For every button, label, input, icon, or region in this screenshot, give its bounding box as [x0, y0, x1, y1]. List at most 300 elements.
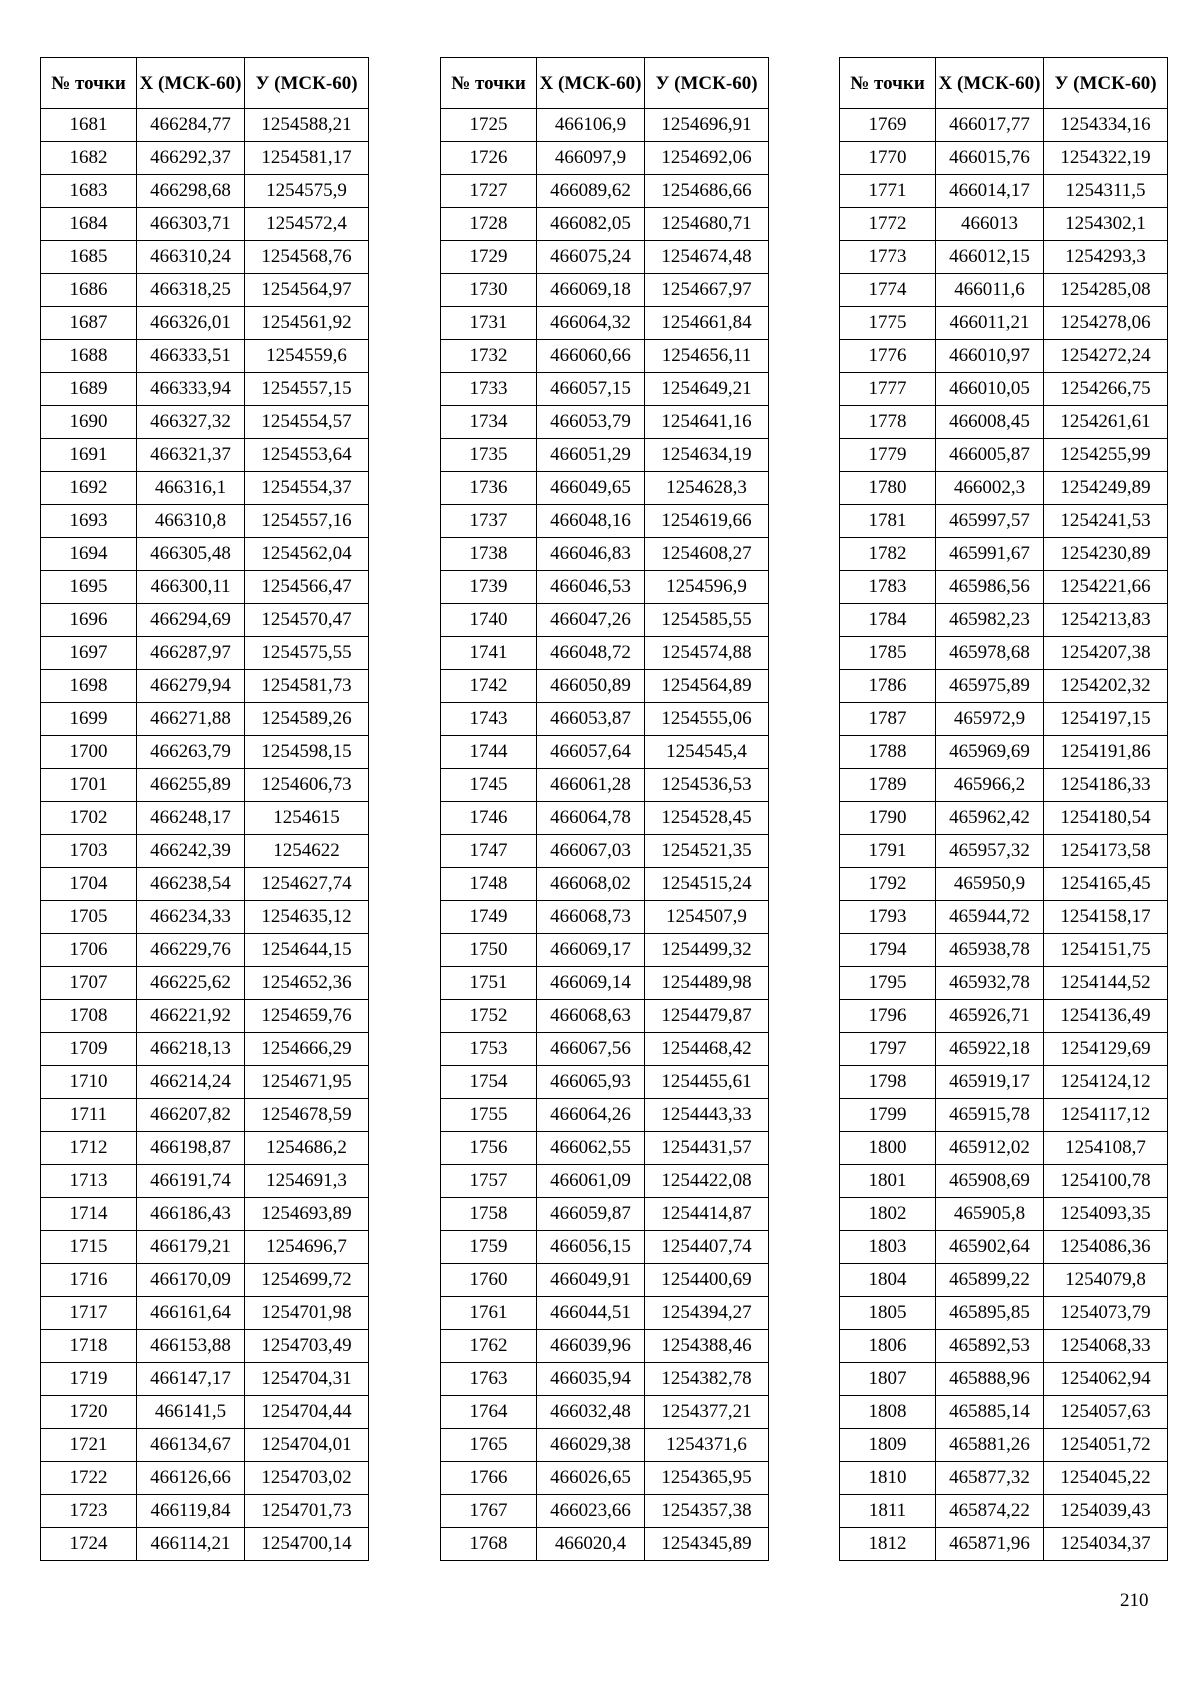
- cell-point-no: 1758: [441, 1198, 537, 1231]
- cell-point-no: 1788: [840, 736, 936, 769]
- cell-point-no: 1709: [41, 1033, 137, 1066]
- table-row: [840, 1462, 1168, 1495]
- cell-point-no: 1691: [41, 439, 137, 472]
- cell-point-no: 1746: [441, 802, 537, 835]
- cell-point-no: 1714: [41, 1198, 137, 1231]
- cell-x: 466234,33: [137, 901, 245, 934]
- cell-y: 1254703,49: [245, 1330, 369, 1363]
- cell-y: 1254180,54: [1044, 802, 1168, 835]
- cell-x: 465986,56: [936, 571, 1044, 604]
- cell-x: 466082,05: [537, 208, 645, 241]
- cell-y: 1254652,36: [245, 967, 369, 1000]
- cell-y: 1254039,43: [1044, 1495, 1168, 1528]
- cell-point-no: 1790: [840, 802, 936, 835]
- cell-y: 1254692,06: [645, 142, 769, 175]
- cell-x: 465892,53: [936, 1330, 1044, 1363]
- cell-x: 466263,79: [137, 736, 245, 769]
- cell-x: 466015,76: [936, 142, 1044, 175]
- table-row: [441, 1363, 769, 1396]
- cell-point-no: 1802: [840, 1198, 936, 1231]
- cell-x: 465938,78: [936, 934, 1044, 967]
- cell-x: 466035,94: [537, 1363, 645, 1396]
- cell-x: 466057,15: [537, 373, 645, 406]
- cell-point-no: 1809: [840, 1429, 936, 1462]
- cell-point-no: 1736: [441, 472, 537, 505]
- table-row: [41, 538, 369, 571]
- cell-y: 1254388,46: [645, 1330, 769, 1363]
- cell-point-no: 1725: [441, 109, 537, 142]
- table-row: [41, 1363, 369, 1396]
- cell-x: 466049,91: [537, 1264, 645, 1297]
- cell-x: 466026,65: [537, 1462, 645, 1495]
- cell-y: 1254345,89: [645, 1528, 769, 1561]
- cell-y: 1254696,7: [245, 1231, 369, 1264]
- cell-point-no: 1740: [441, 604, 537, 637]
- cell-point-no: 1735: [441, 439, 537, 472]
- cell-x: 466321,37: [137, 439, 245, 472]
- cell-x: 466061,09: [537, 1165, 645, 1198]
- cell-y: 1254117,12: [1044, 1099, 1168, 1132]
- cell-point-no: 1800: [840, 1132, 936, 1165]
- cell-x: 466287,97: [137, 637, 245, 670]
- table-row: [41, 307, 369, 340]
- table-row: [441, 901, 769, 934]
- cell-point-no: 1718: [41, 1330, 137, 1363]
- cell-y: 1254521,35: [645, 835, 769, 868]
- cell-y: 1254628,3: [645, 472, 769, 505]
- cell-x: 466106,9: [537, 109, 645, 142]
- cell-point-no: 1773: [840, 241, 936, 274]
- table-row: [840, 1297, 1168, 1330]
- cell-y: 1254407,74: [645, 1231, 769, 1264]
- cell-point-no: 1769: [840, 109, 936, 142]
- table-row: [41, 1528, 369, 1561]
- cell-y: 1254704,31: [245, 1363, 369, 1396]
- cell-y: 1254656,11: [645, 340, 769, 373]
- cell-y: 1254278,06: [1044, 307, 1168, 340]
- cell-point-no: 1806: [840, 1330, 936, 1363]
- table-row: [840, 802, 1168, 835]
- table-row: [41, 406, 369, 439]
- cell-x: 466002,3: [936, 472, 1044, 505]
- table-row: [840, 637, 1168, 670]
- cell-point-no: 1793: [840, 901, 936, 934]
- cell-x: 466294,69: [137, 604, 245, 637]
- table-row: [840, 703, 1168, 736]
- cell-y: 1254266,75: [1044, 373, 1168, 406]
- cell-point-no: 1759: [441, 1231, 537, 1264]
- cell-y: 1254570,47: [245, 604, 369, 637]
- cell-x: 466039,96: [537, 1330, 645, 1363]
- cell-x: 466049,65: [537, 472, 645, 505]
- cell-point-no: 1744: [441, 736, 537, 769]
- cell-y: 1254468,42: [645, 1033, 769, 1066]
- cell-point-no: 1805: [840, 1297, 936, 1330]
- table-row: [41, 934, 369, 967]
- cell-point-no: 1795: [840, 967, 936, 1000]
- cell-x: 466292,37: [137, 142, 245, 175]
- cell-y: 1254557,15: [245, 373, 369, 406]
- cell-y: 1254100,78: [1044, 1165, 1168, 1198]
- cell-x: 466069,18: [537, 274, 645, 307]
- coordinates-table-2: [440, 57, 769, 1561]
- cell-x: 466064,32: [537, 307, 645, 340]
- cell-y: 1254173,58: [1044, 835, 1168, 868]
- cell-y: 1254431,57: [645, 1132, 769, 1165]
- cell-point-no: 1699: [41, 703, 137, 736]
- header-x: X (МСК-60): [137, 58, 245, 109]
- cell-y: 1254158,17: [1044, 901, 1168, 934]
- table-row: [840, 1528, 1168, 1561]
- cell-point-no: 1738: [441, 538, 537, 571]
- cell-point-no: 1776: [840, 340, 936, 373]
- cell-x: 465881,26: [936, 1429, 1044, 1462]
- cell-point-no: 1732: [441, 340, 537, 373]
- table-row: [441, 1528, 769, 1561]
- cell-point-no: 1720: [41, 1396, 137, 1429]
- header-point-no: № точки: [41, 58, 137, 109]
- cell-x: 466298,68: [137, 175, 245, 208]
- cell-point-no: 1715: [41, 1231, 137, 1264]
- table-row: [41, 1165, 369, 1198]
- cell-y: 1254557,16: [245, 505, 369, 538]
- cell-x: 466141,5: [137, 1396, 245, 1429]
- table-row: [41, 604, 369, 637]
- cell-y: 1254564,89: [645, 670, 769, 703]
- table-row: [41, 472, 369, 505]
- cell-x: 465966,2: [936, 769, 1044, 802]
- cell-y: 1254422,08: [645, 1165, 769, 1198]
- cell-y: 1254073,79: [1044, 1297, 1168, 1330]
- cell-point-no: 1794: [840, 934, 936, 967]
- cell-x: 466114,21: [137, 1528, 245, 1561]
- cell-x: 465888,96: [936, 1363, 1044, 1396]
- cell-point-no: 1696: [41, 604, 137, 637]
- table-row: [41, 868, 369, 901]
- cell-x: 465978,68: [936, 637, 1044, 670]
- cell-y: 1254322,19: [1044, 142, 1168, 175]
- cell-y: 1254272,24: [1044, 340, 1168, 373]
- cell-y: 1254191,86: [1044, 736, 1168, 769]
- table-row: [41, 637, 369, 670]
- cell-y: 1254489,98: [645, 967, 769, 1000]
- table-row: [41, 208, 369, 241]
- cell-point-no: 1689: [41, 373, 137, 406]
- page-number: 210: [1120, 1590, 1149, 1611]
- cell-y: 1254589,26: [245, 703, 369, 736]
- table-header-row: [441, 58, 769, 109]
- cell-y: 1254581,17: [245, 142, 369, 175]
- table-row: [840, 241, 1168, 274]
- table-row: [441, 571, 769, 604]
- cell-y: 1254649,21: [645, 373, 769, 406]
- cell-y: 1254581,73: [245, 670, 369, 703]
- cell-point-no: 1782: [840, 538, 936, 571]
- table-row: [41, 1462, 369, 1495]
- table-row: [441, 472, 769, 505]
- table-row: [41, 736, 369, 769]
- cell-x: 466075,24: [537, 241, 645, 274]
- cell-y: 1254108,7: [1044, 1132, 1168, 1165]
- cell-point-no: 1727: [441, 175, 537, 208]
- cell-x: 466053,79: [537, 406, 645, 439]
- cell-y: 1254572,4: [245, 208, 369, 241]
- cell-point-no: 1700: [41, 736, 137, 769]
- table-row: [840, 868, 1168, 901]
- cell-x: 466068,73: [537, 901, 645, 934]
- cell-point-no: 1742: [441, 670, 537, 703]
- cell-x: 465997,57: [936, 505, 1044, 538]
- coordinates-table-1: [40, 57, 369, 1561]
- cell-x: 466303,71: [137, 208, 245, 241]
- cell-y: 1254704,44: [245, 1396, 369, 1429]
- cell-x: 466068,02: [537, 868, 645, 901]
- cell-y: 1254671,95: [245, 1066, 369, 1099]
- cell-y: 1254221,66: [1044, 571, 1168, 604]
- table-row: [441, 1495, 769, 1528]
- table-row: [441, 934, 769, 967]
- cell-y: 1254414,87: [645, 1198, 769, 1231]
- cell-point-no: 1789: [840, 769, 936, 802]
- cell-y: 1254704,01: [245, 1429, 369, 1462]
- cell-x: 466161,64: [137, 1297, 245, 1330]
- cell-y: 1254093,35: [1044, 1198, 1168, 1231]
- table-row: [840, 967, 1168, 1000]
- cell-y: 1254559,6: [245, 340, 369, 373]
- cell-point-no: 1693: [41, 505, 137, 538]
- table-row: [840, 1495, 1168, 1528]
- cell-y: 1254680,71: [645, 208, 769, 241]
- cell-point-no: 1737: [441, 505, 537, 538]
- cell-y: 1254528,45: [645, 802, 769, 835]
- cell-y: 1254230,89: [1044, 538, 1168, 571]
- cell-y: 1254507,9: [645, 901, 769, 934]
- cell-x: 466248,17: [137, 802, 245, 835]
- cell-point-no: 1705: [41, 901, 137, 934]
- table-row: [441, 1462, 769, 1495]
- table-row: [41, 1429, 369, 1462]
- cell-y: 1254334,16: [1044, 109, 1168, 142]
- cell-y: 1254207,38: [1044, 637, 1168, 670]
- cell-point-no: 1765: [441, 1429, 537, 1462]
- cell-x: 466147,17: [137, 1363, 245, 1396]
- table-row: [840, 1132, 1168, 1165]
- cell-y: 1254691,3: [245, 1165, 369, 1198]
- cell-x: 465905,8: [936, 1198, 1044, 1231]
- cell-x: 466065,93: [537, 1066, 645, 1099]
- cell-y: 1254667,97: [645, 274, 769, 307]
- cell-x: 466064,26: [537, 1099, 645, 1132]
- table-header-row: [41, 58, 369, 109]
- cell-point-no: 1755: [441, 1099, 537, 1132]
- cell-y: 1254693,89: [245, 1198, 369, 1231]
- cell-point-no: 1812: [840, 1528, 936, 1561]
- table-row: [441, 1198, 769, 1231]
- cell-point-no: 1792: [840, 868, 936, 901]
- table-row: [41, 1231, 369, 1264]
- cell-y: 1254574,88: [645, 637, 769, 670]
- cell-x: 465915,78: [936, 1099, 1044, 1132]
- cell-point-no: 1796: [840, 1000, 936, 1033]
- table-row: [441, 1165, 769, 1198]
- table-row: [41, 1132, 369, 1165]
- cell-point-no: 1706: [41, 934, 137, 967]
- cell-y: 1254619,66: [645, 505, 769, 538]
- cell-x: 465932,78: [936, 967, 1044, 1000]
- cell-y: 1254124,12: [1044, 1066, 1168, 1099]
- cell-x: 466333,94: [137, 373, 245, 406]
- header-point-no: № точки: [441, 58, 537, 109]
- table-row: [41, 967, 369, 1000]
- cell-x: 466064,78: [537, 802, 645, 835]
- cell-point-no: 1682: [41, 142, 137, 175]
- cell-x: 466225,62: [137, 967, 245, 1000]
- header-y: У (МСК-60): [245, 58, 369, 109]
- cell-x: 465969,69: [936, 736, 1044, 769]
- cell-point-no: 1777: [840, 373, 936, 406]
- cell-y: 1254575,9: [245, 175, 369, 208]
- cell-y: 1254285,08: [1044, 274, 1168, 307]
- cell-point-no: 1761: [441, 1297, 537, 1330]
- cell-y: 1254553,64: [245, 439, 369, 472]
- header-x: X (МСК-60): [537, 58, 645, 109]
- cell-x: 466305,48: [137, 538, 245, 571]
- table-row: [441, 142, 769, 175]
- cell-x: 465972,9: [936, 703, 1044, 736]
- cell-x: 466048,16: [537, 505, 645, 538]
- cell-x: 465871,96: [936, 1528, 1044, 1561]
- cell-x: 466318,25: [137, 274, 245, 307]
- cell-x: 465877,32: [936, 1462, 1044, 1495]
- table-row: [41, 703, 369, 736]
- cell-x: 466059,87: [537, 1198, 645, 1231]
- cell-point-no: 1778: [840, 406, 936, 439]
- cell-y: 1254213,83: [1044, 604, 1168, 637]
- cell-y: 1254608,27: [645, 538, 769, 571]
- cell-y: 1254699,72: [245, 1264, 369, 1297]
- table-row: [441, 868, 769, 901]
- table-row: [840, 340, 1168, 373]
- cell-x: 465975,89: [936, 670, 1044, 703]
- cell-y: 1254129,69: [1044, 1033, 1168, 1066]
- cell-x: 466153,88: [137, 1330, 245, 1363]
- table-row: [840, 934, 1168, 967]
- cell-y: 1254598,15: [245, 736, 369, 769]
- cell-point-no: 1785: [840, 637, 936, 670]
- cell-y: 1254686,66: [645, 175, 769, 208]
- cell-x: 466300,11: [137, 571, 245, 604]
- cell-x: 466214,24: [137, 1066, 245, 1099]
- table-row: [441, 406, 769, 439]
- cell-point-no: 1799: [840, 1099, 936, 1132]
- table-row: [41, 109, 369, 142]
- cell-y: 1254144,52: [1044, 967, 1168, 1000]
- table-row: [41, 769, 369, 802]
- cell-point-no: 1781: [840, 505, 936, 538]
- table-row: [441, 1066, 769, 1099]
- table-row: [840, 472, 1168, 505]
- cell-y: 1254515,24: [645, 868, 769, 901]
- cell-x: 466061,28: [537, 769, 645, 802]
- cell-point-no: 1695: [41, 571, 137, 604]
- table-row: [840, 1099, 1168, 1132]
- header-y: У (МСК-60): [1044, 58, 1168, 109]
- cell-x: 466062,55: [537, 1132, 645, 1165]
- table-row: [441, 835, 769, 868]
- cell-x: 465944,72: [936, 901, 1044, 934]
- cell-x: 466056,15: [537, 1231, 645, 1264]
- table-row: [840, 142, 1168, 175]
- cell-point-no: 1807: [840, 1363, 936, 1396]
- table-row: [441, 1000, 769, 1033]
- cell-y: 1254634,19: [645, 439, 769, 472]
- table-row: [41, 571, 369, 604]
- cell-x: 466221,92: [137, 1000, 245, 1033]
- table-row: [441, 307, 769, 340]
- table-row: [840, 373, 1168, 406]
- cell-point-no: 1791: [840, 835, 936, 868]
- table-row: [441, 1297, 769, 1330]
- cell-y: 1254627,74: [245, 868, 369, 901]
- cell-y: 1254606,73: [245, 769, 369, 802]
- cell-x: 465982,23: [936, 604, 1044, 637]
- cell-y: 1254644,15: [245, 934, 369, 967]
- table-row: [41, 1000, 369, 1033]
- cell-point-no: 1760: [441, 1264, 537, 1297]
- table-row: [840, 175, 1168, 208]
- table-row: [840, 1198, 1168, 1231]
- table-row: [441, 274, 769, 307]
- cell-y: 1254555,06: [645, 703, 769, 736]
- cell-point-no: 1721: [41, 1429, 137, 1462]
- cell-x: 465950,9: [936, 868, 1044, 901]
- table-row: [441, 1429, 769, 1462]
- cell-y: 1254197,15: [1044, 703, 1168, 736]
- cell-point-no: 1722: [41, 1462, 137, 1495]
- cell-x: 466011,21: [936, 307, 1044, 340]
- cell-point-no: 1690: [41, 406, 137, 439]
- cell-x: 466010,97: [936, 340, 1044, 373]
- table-row: [41, 901, 369, 934]
- cell-point-no: 1683: [41, 175, 137, 208]
- cell-point-no: 1687: [41, 307, 137, 340]
- table-row: [441, 736, 769, 769]
- cell-x: 466170,09: [137, 1264, 245, 1297]
- table-row: [441, 637, 769, 670]
- cell-point-no: 1729: [441, 241, 537, 274]
- cell-x: 466051,29: [537, 439, 645, 472]
- cell-point-no: 1741: [441, 637, 537, 670]
- cell-point-no: 1767: [441, 1495, 537, 1528]
- cell-x: 465919,17: [936, 1066, 1044, 1099]
- cell-y: 1254062,94: [1044, 1363, 1168, 1396]
- table-row: [441, 967, 769, 1000]
- cell-x: 466310,24: [137, 241, 245, 274]
- cell-point-no: 1783: [840, 571, 936, 604]
- table-row: [441, 703, 769, 736]
- cell-point-no: 1745: [441, 769, 537, 802]
- cell-y: 1254564,97: [245, 274, 369, 307]
- cell-point-no: 1710: [41, 1066, 137, 1099]
- cell-x: 466069,14: [537, 967, 645, 1000]
- table-row: [41, 1495, 369, 1528]
- cell-point-no: 1786: [840, 670, 936, 703]
- table-row: [41, 835, 369, 868]
- cell-x: 466284,77: [137, 109, 245, 142]
- table-row: [840, 604, 1168, 637]
- cell-point-no: 1697: [41, 637, 137, 670]
- cell-x: 466310,8: [137, 505, 245, 538]
